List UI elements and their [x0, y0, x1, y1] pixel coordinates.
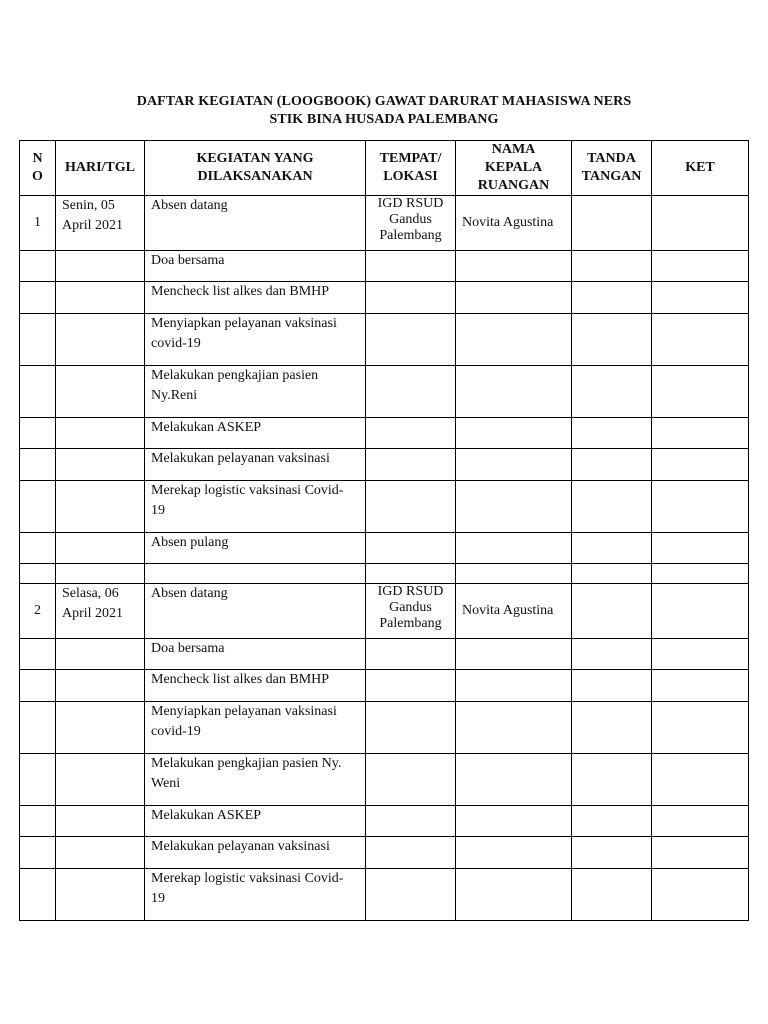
cell-ket — [652, 584, 749, 639]
cell-tanda-tangan — [572, 449, 652, 481]
cell-kegiatan: Doa bersama — [145, 639, 366, 670]
table-row — [20, 564, 749, 584]
cell-ket — [652, 806, 749, 837]
cell-kegiatan: Mencheck list alkes dan BMHP — [145, 670, 366, 702]
cell-ket — [652, 869, 749, 921]
logbook-table — [19, 140, 749, 921]
cell-nama-kepala — [456, 639, 572, 670]
cell-tempat — [366, 418, 456, 449]
cell-nama-kepala — [456, 314, 572, 366]
table-body — [20, 196, 749, 921]
cell-nama-kepala — [456, 251, 572, 282]
cell-ket — [652, 702, 749, 754]
cell-nama-kepala — [456, 869, 572, 921]
cell-hari-tgl — [56, 418, 145, 449]
cell-hari-tgl — [56, 314, 145, 366]
cell-hari-tgl: Senin, 05 April 2021 — [56, 196, 145, 251]
cell-ket — [652, 754, 749, 806]
cell-kegiatan: Merekap logistic vaksinasi Covid- 19 — [145, 869, 366, 921]
cell-hari-tgl — [56, 449, 145, 481]
cell-hari-tgl — [56, 754, 145, 806]
cell-kegiatan: Melakukan ASKEP — [145, 418, 366, 449]
cell-no — [20, 754, 56, 806]
cell-hari-tgl — [56, 639, 145, 670]
cell-no — [20, 449, 56, 481]
table-row — [20, 418, 749, 449]
cell-tempat — [366, 869, 456, 921]
table-row — [20, 533, 749, 564]
header-tempat: TEMPAT/ LOKASI — [366, 141, 456, 196]
cell-tanda-tangan — [572, 702, 652, 754]
cell-ket — [652, 670, 749, 702]
cell-nama-kepala — [456, 564, 572, 584]
header-no: N O — [20, 141, 56, 196]
cell-hari-tgl — [56, 837, 145, 869]
cell-kegiatan: Melakukan pelayanan vaksinasi — [145, 837, 366, 869]
table-row — [20, 639, 749, 670]
cell-hari-tgl — [56, 282, 145, 314]
cell-hari-tgl — [56, 869, 145, 921]
table-row — [20, 282, 749, 314]
cell-nama-kepala — [456, 806, 572, 837]
table-row — [20, 251, 749, 282]
cell-no — [20, 418, 56, 449]
cell-hari-tgl — [56, 564, 145, 584]
cell-no — [20, 837, 56, 869]
table-row — [20, 702, 749, 754]
table-row — [20, 449, 749, 481]
cell-nama-kepala — [456, 418, 572, 449]
cell-ket — [652, 564, 749, 584]
table-row — [20, 837, 749, 869]
cell-nama-kepala — [456, 366, 572, 418]
cell-tanda-tangan — [572, 754, 652, 806]
cell-tempat — [366, 481, 456, 533]
table-row — [20, 670, 749, 702]
cell-tempat — [366, 449, 456, 481]
cell-kegiatan: Absen datang — [145, 584, 366, 639]
cell-tanda-tangan — [572, 481, 652, 533]
cell-nama-kepala: Novita Agustina — [456, 196, 572, 251]
header-hari-tgl: HARI/TGL — [56, 141, 145, 196]
cell-ket — [652, 639, 749, 670]
cell-tanda-tangan — [572, 564, 652, 584]
cell-tanda-tangan — [572, 639, 652, 670]
table-row — [20, 806, 749, 837]
cell-tanda-tangan — [572, 366, 652, 418]
table-row — [20, 196, 749, 251]
document-title: DAFTAR KEGIATAN (LOOGBOOK) GAWAT DARURAT MAHASISWA NERS — [136, 94, 632, 109]
cell-kegiatan: Melakukan pengkajian pasien Ny. Weni — [145, 754, 366, 806]
cell-nama-kepala — [456, 481, 572, 533]
cell-hari-tgl: Selasa, 06 April 2021 — [56, 584, 145, 639]
cell-tempat — [366, 754, 456, 806]
cell-hari-tgl — [56, 366, 145, 418]
cell-ket — [652, 449, 749, 481]
cell-tempat: IGD RSUD Gandus Palembang — [366, 196, 456, 251]
cell-kegiatan: Melakukan pelayanan vaksinasi — [145, 449, 366, 481]
cell-tempat — [366, 251, 456, 282]
cell-kegiatan: Melakukan pengkajian pasien Ny.Reni — [145, 366, 366, 418]
cell-tanda-tangan — [572, 806, 652, 837]
cell-tanda-tangan — [572, 282, 652, 314]
cell-nama-kepala: Novita Agustina — [456, 584, 572, 639]
cell-nama-kepala — [456, 670, 572, 702]
cell-no — [20, 806, 56, 837]
cell-no — [20, 366, 56, 418]
cell-tempat — [366, 702, 456, 754]
cell-tanda-tangan — [572, 314, 652, 366]
cell-tanda-tangan — [572, 670, 652, 702]
cell-tanda-tangan — [572, 418, 652, 449]
cell-kegiatan: Doa bersama — [145, 251, 366, 282]
header-row — [20, 141, 749, 196]
cell-tempat — [366, 533, 456, 564]
cell-nama-kepala — [456, 282, 572, 314]
cell-ket — [652, 196, 749, 251]
cell-kegiatan: Menyiapkan pelayanan vaksinasi covid-19 — [145, 702, 366, 754]
header-nama-kepala: NAMA KEPALA RUANGAN — [456, 141, 572, 196]
cell-tanda-tangan — [572, 196, 652, 251]
cell-nama-kepala — [456, 837, 572, 869]
cell-nama-kepala — [456, 533, 572, 564]
cell-ket — [652, 282, 749, 314]
cell-hari-tgl — [56, 481, 145, 533]
cell-hari-tgl — [56, 533, 145, 564]
cell-kegiatan — [145, 564, 366, 584]
cell-hari-tgl — [56, 670, 145, 702]
cell-tanda-tangan — [572, 584, 652, 639]
cell-no — [20, 639, 56, 670]
cell-tempat — [366, 282, 456, 314]
cell-ket — [652, 481, 749, 533]
cell-tempat — [366, 314, 456, 366]
cell-hari-tgl — [56, 702, 145, 754]
cell-nama-kepala — [456, 449, 572, 481]
cell-tempat — [366, 837, 456, 869]
cell-kegiatan: Melakukan ASKEP — [145, 806, 366, 837]
cell-no — [20, 869, 56, 921]
cell-kegiatan: Menyiapkan pelayanan vaksinasi covid-19 — [145, 314, 366, 366]
cell-kegiatan: Merekap logistic vaksinasi Covid- 19 — [145, 481, 366, 533]
cell-ket — [652, 251, 749, 282]
cell-no — [20, 282, 56, 314]
header-kegiatan: KEGIATAN YANG DILAKSANAKAN — [145, 141, 366, 196]
cell-tempat — [366, 806, 456, 837]
cell-tanda-tangan — [572, 869, 652, 921]
table-row — [20, 754, 749, 806]
cell-no — [20, 481, 56, 533]
cell-tempat — [366, 564, 456, 584]
table-row — [20, 366, 749, 418]
table-row — [20, 584, 749, 639]
cell-nama-kepala — [456, 754, 572, 806]
cell-tempat — [366, 670, 456, 702]
cell-tempat: IGD RSUD Gandus Palembang — [366, 584, 456, 639]
header-tanda-tangan: TANDA TANGAN — [572, 141, 652, 196]
cell-kegiatan: Absen datang — [145, 196, 366, 251]
cell-no — [20, 533, 56, 564]
cell-ket — [652, 418, 749, 449]
cell-tanda-tangan — [572, 251, 652, 282]
cell-kegiatan: Absen pulang — [145, 533, 366, 564]
cell-tempat — [366, 639, 456, 670]
cell-ket — [652, 314, 749, 366]
cell-tanda-tangan — [572, 837, 652, 869]
cell-ket — [652, 366, 749, 418]
cell-no — [20, 702, 56, 754]
document-subtitle: STIK BINA HUSADA PALEMBANG — [269, 112, 499, 127]
cell-no — [20, 564, 56, 584]
cell-no — [20, 251, 56, 282]
cell-ket — [652, 533, 749, 564]
cell-tanda-tangan — [572, 533, 652, 564]
table-row — [20, 869, 749, 921]
cell-no — [20, 670, 56, 702]
cell-tempat — [366, 366, 456, 418]
cell-kegiatan: Mencheck list alkes dan BMHP — [145, 282, 366, 314]
cell-no: 2 — [20, 584, 56, 639]
cell-hari-tgl — [56, 251, 145, 282]
table-row — [20, 481, 749, 533]
cell-hari-tgl — [56, 806, 145, 837]
cell-ket — [652, 837, 749, 869]
cell-no — [20, 314, 56, 366]
cell-nama-kepala — [456, 702, 572, 754]
cell-no: 1 — [20, 196, 56, 251]
header-ket: KET — [652, 141, 749, 196]
table-row — [20, 314, 749, 366]
